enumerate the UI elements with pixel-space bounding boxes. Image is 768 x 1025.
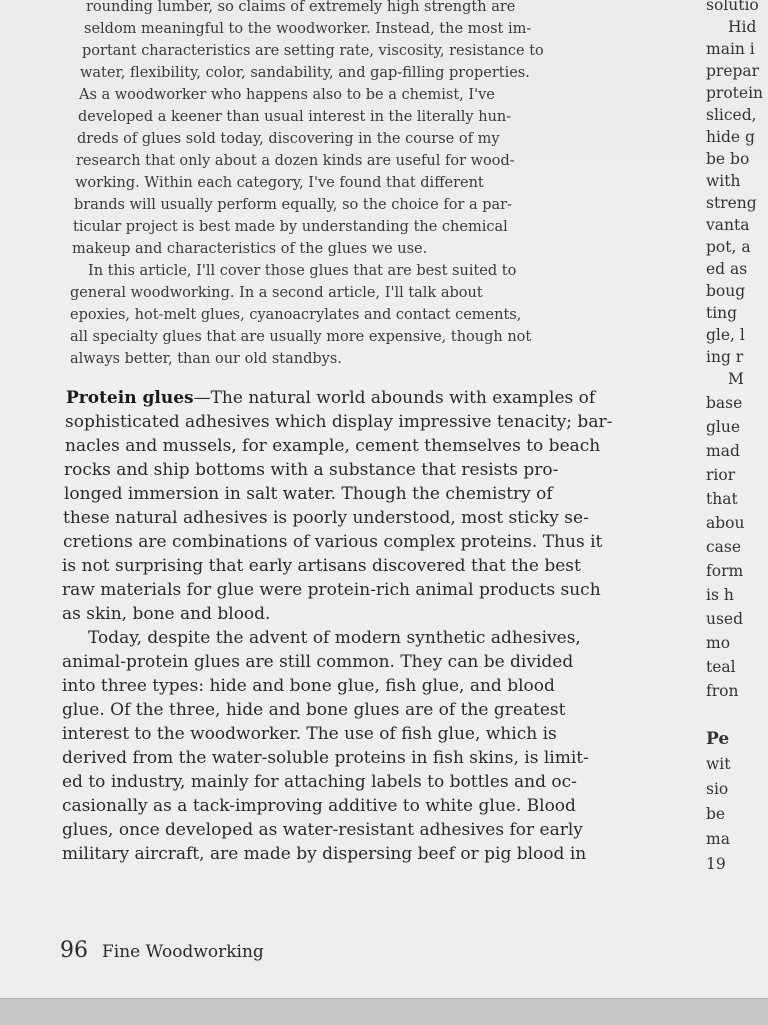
text-line: epoxies, hot-melt glues, cyanoacrylates and contact cements, [70,307,522,323]
text-line: form [706,562,744,580]
text-line: In this article, I'll cover those glues that are best suited to [88,263,517,279]
text-line: military aircraft, are made by dispersing beef or pig blood in [62,844,587,864]
text-line: nacles and mussels, for example, cement themselves to beach [65,436,601,456]
text-line: ma [706,830,730,848]
text-line: be bo [706,150,750,168]
text-line: that [706,490,738,508]
page-edge [0,998,768,1025]
text-line: research that only about a dozen kinds are useful for wood- [76,153,515,169]
text-line: hide g [706,128,755,146]
text-line [706,704,768,726]
text-line: water, flexibility, color, sandability, and gap-filling properties. [80,65,530,81]
text-line: cretions are combinations of various complex proteins. Thus it [63,532,603,552]
text-line: glue [706,418,741,436]
text-line: mo [706,634,731,652]
text-line: gle, l [706,326,745,344]
text-line: longed immersion in salt water. Though the chemistry of [64,484,553,504]
page-number: 96 [60,938,88,963]
text-line: 19 [706,855,726,873]
text-line: sio [706,780,729,798]
text-line: always better, than our old standbys. [70,351,342,367]
text-line: all specialty glues that are usually more expensive, though not [70,329,532,345]
text-line: ed to industry, mainly for attaching labels to bottles and oc- [62,772,577,792]
text-line: base [706,394,743,412]
text-line: be [706,805,726,823]
text-line: vanta [706,216,750,234]
text-line: teal [706,658,736,676]
text-line: these natural adhesives is poorly understood, most sticky se- [63,508,589,528]
text-line: portant characteristics are setting rate, viscosity, resistance to [82,43,544,59]
right-column-fragment [706,0,768,875]
text-line: ed as [706,260,748,278]
text-line: used [706,610,744,628]
text-line: makeup and characteristics of the glues we use. [72,241,428,257]
text-line: ting [706,304,738,322]
text-line: boug [706,282,746,300]
text-line: abou [706,514,745,532]
text-line: interest to the woodworker. The use of fish glue, which is [62,724,557,744]
text-line: streng [706,194,757,212]
text-line: animal-protein glues are still common. They can be divided [62,652,574,672]
section-heading: Protein glues [66,388,194,408]
text-line: raw materials for glue were protein-rich animal products such [62,580,601,600]
text-line: M [728,370,744,388]
text-line: solutio [706,0,759,14]
intro-paragraph [70,0,690,370]
text-line: As a woodworker who happens also to be a chemist, I've [79,87,495,103]
text-line: rocks and ship bottoms with a substance that resists pro- [64,460,559,480]
text-line: Pe [706,729,730,749]
text-line: pot, a [706,238,751,256]
text-line: general woodworking. In a second article, I'll talk about [70,285,483,301]
text-line: as skin, bone and blood. [62,604,271,624]
text-line: mad [706,442,740,460]
protein-glues-section [62,386,702,866]
text-line: case [706,538,742,556]
text-line: main i [706,40,755,58]
text-line: working. Within each category, I've found that different [75,175,484,191]
text-line: dreds of glues sold today, discovering in the course of my [77,131,500,147]
text-line: fron [706,682,739,700]
text-line: developed a keener than usual interest in the literally hun- [78,109,512,125]
text-line: ticular project is best made by understanding the chemical [73,219,508,235]
text-line: brands will usually perform equally, so the choice for a par- [74,197,513,213]
text-line: ing r [706,348,744,366]
text-line: sophisticated adhesives which display impressive tenacity; bar- [65,412,613,432]
text-line: Hid [728,18,757,36]
text-line: seldom meaningful to the woodworker. Instead, the most im- [84,21,532,37]
text-line: wit [706,755,731,773]
text-line: protein [706,84,764,102]
text-line: rounding lumber, so claims of extremely high strength are [86,0,516,15]
text-line: casionally as a tack-improving additive to white glue. Blood [62,796,576,816]
text-line: rior [706,466,736,484]
text-line: with [706,172,741,190]
publication-name: Fine Woodworking [102,942,264,962]
text-line: is h [706,586,734,604]
page-footer [60,938,264,963]
text-line: sliced, [706,106,757,124]
text-line: glue. Of the three, hide and bone glues are of the greatest [62,700,566,720]
text-line: glues, once developed as water-resistant adhesives for early [62,820,583,840]
text-line: Today, despite the advent of modern synthetic adhesives, [88,628,581,648]
text-line: prepar [706,62,760,80]
text-line: derived from the water-soluble proteins in fish skins, is limit- [62,748,589,768]
text-line: is not surprising that early artisans discovered that the best [62,556,581,576]
text-line: into three types: hide and bone glue, fish glue, and blood [62,676,555,696]
section-first-line [62,386,702,410]
text-line: —The natural world abounds with examples of [193,388,596,408]
